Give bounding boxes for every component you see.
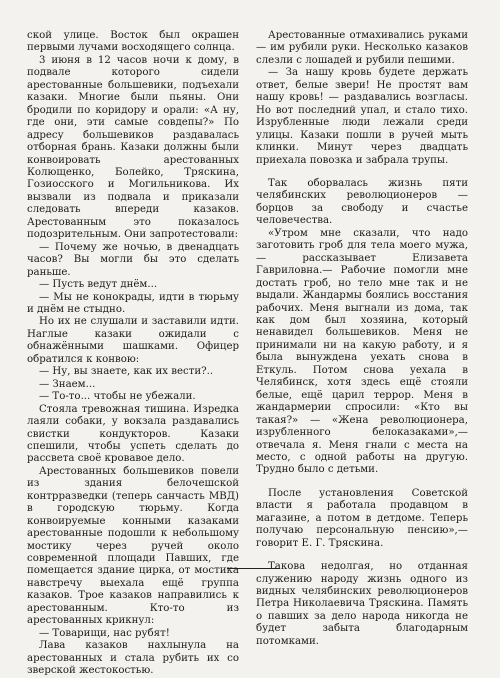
text-column-left — [27, 30, 239, 678]
paragraph: Арестованные отмахивались руками — им рубили руки. Несколько казаков слезли с лошадей и рубили пешими. — [256, 30, 468, 66]
paragraph: — Знаем... — [39, 378, 96, 390]
paragraph: «Утром мне сказали, что надо заготовить гроб для тела моего мужа,— рассказывает Елизавета Гавриловна.— Рабочие помогли мне достать гроб, но тело мне так и не выдали. Жандармы боялись восстания рабочих. Меня выгнали из дома, так как дом был хозяина, который ненавидел большевиков. Меня не принимали ни на какую работу, и я была вынуждена уехать снова в Еткуль. Потом снова уехала в Челябинск, хотя здесь ещё стояли белые, ещё царил террор. Меня в жандармерии спросили: «Кто вы такая?» — «Жена революционера, изрубленного белоказаками»,— отвечала я. Меня гнали с места на место, с одной работы на другую. Трудно было с детьми. — [256, 227, 468, 476]
paragraph: Но их не слушали и заставили идти. Наглые казаки ожидали с обнажёнными шашками. Офицер обратился к конвою: — [27, 316, 239, 365]
paragraph: Лава казаков нахлынула на арестованных и стала рубить их со зверской жестокостью. — [27, 640, 239, 677]
paragraph: — Почему же ночью, в двенадцать часов? Вы могли бы это сделать раньше. — [27, 241, 239, 278]
paragraph: Арестованных большевиков повели из здания белочешской контрразведки (теперь санчасть МВД) в городскую тюрьму. Когда конвоируемые конными казаками арестованные подошли к небольшому мостику через ручей около современной площади Павших, где помещается здание цирка, от мостика навстречу выехала ещё группа казаков. Трое казаков направились к арестованным. Кто-то из арестованных крикнул: — [27, 465, 239, 627]
paragraph: ской улице. Восток был окрашен первыми лучами восходящего солнца. — [27, 30, 239, 54]
paragraph: Такова недолгая, но отданная служению народу жизнь одного из видных челябинских революционеров Петра Николаевича Тряскина. Память о павших за дело народа никогда не будет забыта благодарным потомками. — [256, 561, 468, 647]
paragraph: — За нашу кровь будете держать ответ, белые звери! Не простят вам нашу кровь! — раздавались возгласы. Но вот последний упал, и стало тихо. Изрубленные люди лежали среди улицы. Казаки пошли в ручей мыть клинки. Минут через двадцать приехала повозка и забрала трупы. — [256, 67, 468, 166]
paragraph: 3 июня в 12 часов ночи к дому, в подвале которого сидели арестованные большевики, подъехали казаки. Многие были пьяны. Они бродили по коридору и орали: «А ну, где они, эти самые совдепы?» По адресу большевиков раздавалась отборная брань. Казаки должны были конвоировать арестованных Колющенко, Болейко, Тряскина, Гозиосского и Могильникова. Их вызвали из подвала и приказали следовать впереди казаков. Арестованным это показалось подозрительным. Они запротестовали: — [27, 54, 239, 241]
paragraph: — То-то... чтобы не убежали. — [39, 391, 196, 403]
paragraph: — Пусть ведут днём... — [39, 279, 158, 291]
paragraph: — Ну, вы знаете, как их вести?.. — [39, 366, 214, 378]
paragraph: — Мы не конокрады, идти в тюрьму и днём не стыдно. — [27, 291, 239, 315]
text-column-right — [256, 30, 468, 648]
paragraph: После установления Советской власти я работала продавцом в магазине, а потом в детдоме. Теперь получаю персональную пенсию»,— говорит Е. Г. Тряскина. — [256, 487, 468, 549]
end-rule — [227, 568, 280, 569]
paragraph: — Товарищи, нас рубят! — [39, 627, 170, 639]
paragraph: Стояла тревожная тишина. Изредка лаяли собаки, у вокзала раздавались свистки кондукторов. Казаки спешили, чтобы успеть сделать до рассвета своё кровавое дело. — [27, 403, 239, 465]
paragraph: Так оборвалась жизнь пяти челябинских революционеров — борцов за свободу и счастье человечества. — [256, 177, 468, 227]
